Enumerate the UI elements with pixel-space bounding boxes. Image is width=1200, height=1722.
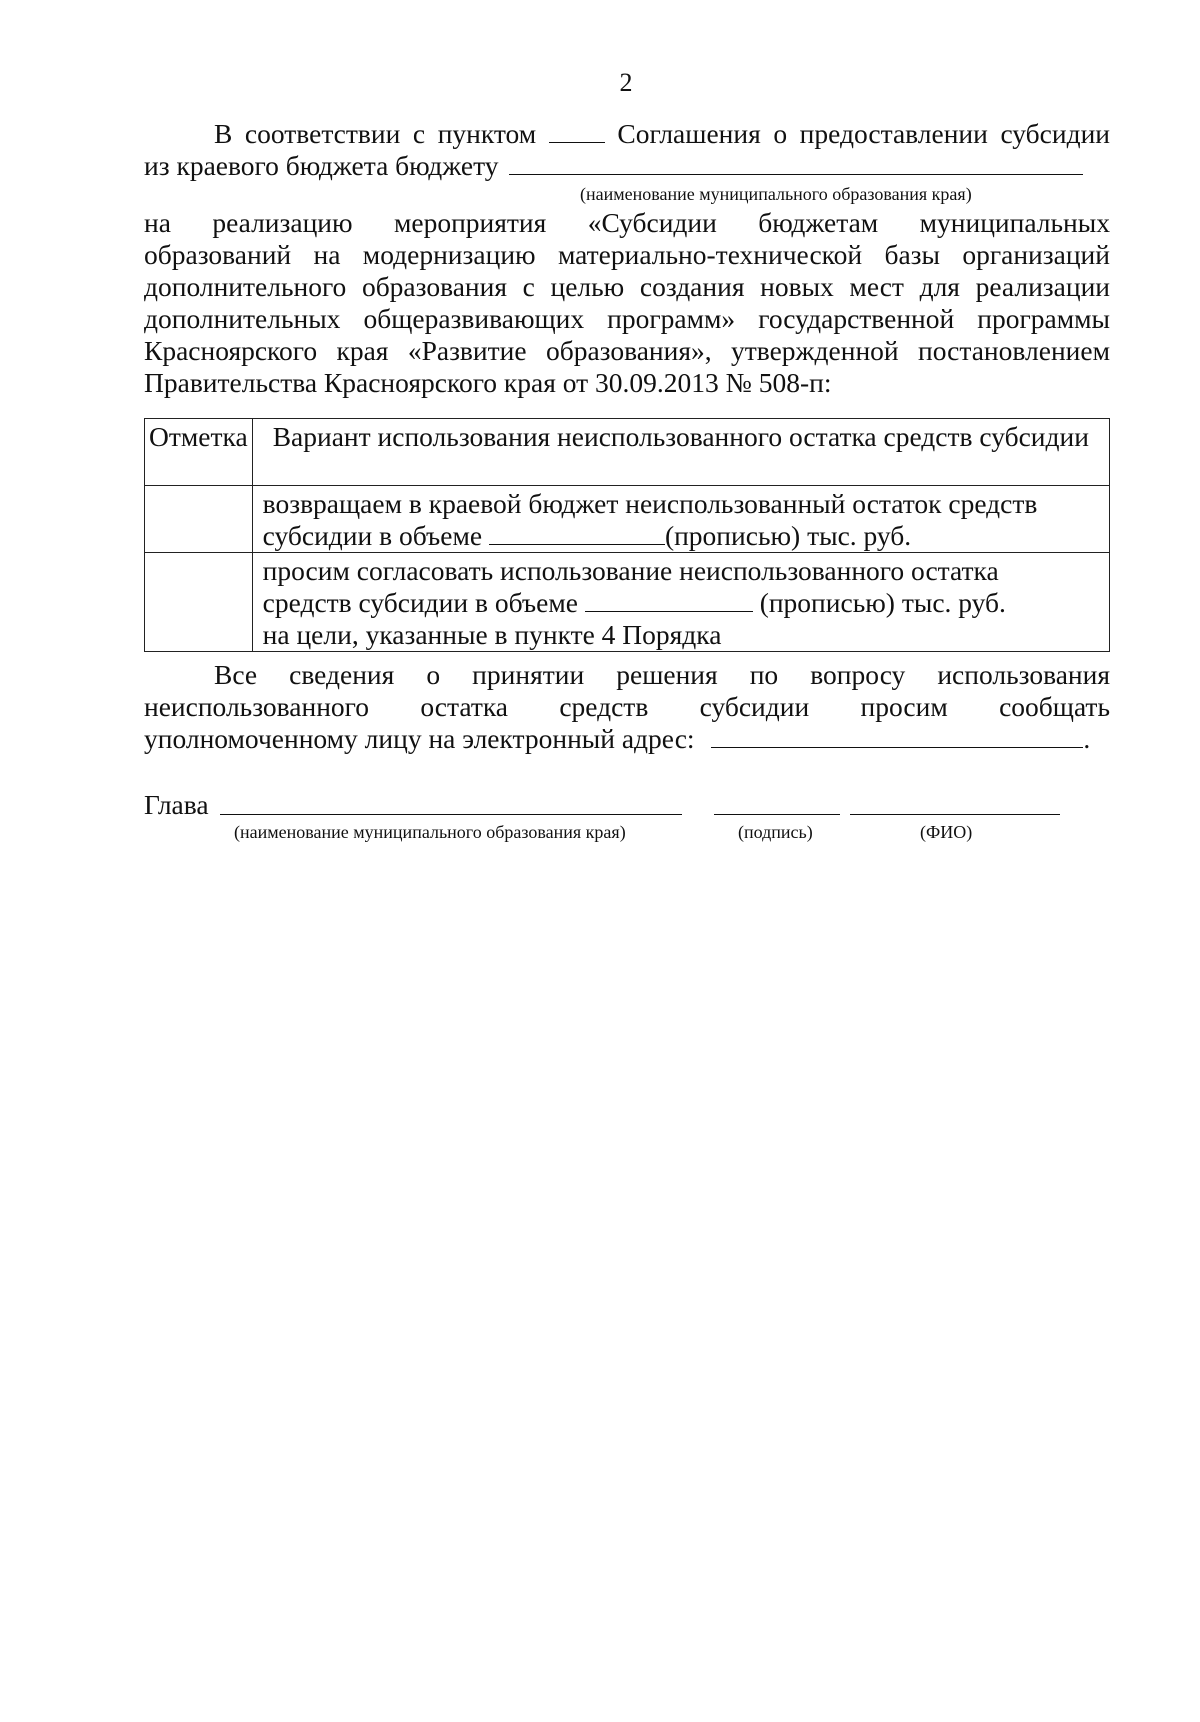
contact-line-3 bbox=[144, 723, 1110, 755]
contact-line-3-end: . bbox=[1083, 723, 1091, 754]
contact-line-1: Все сведения о принятии решения по вопросу использования bbox=[214, 659, 1110, 690]
option-2-prefix: средств субсидии в объеме bbox=[262, 587, 578, 618]
option-1-mark-cell[interactable] bbox=[145, 486, 253, 553]
signature-blank bbox=[714, 788, 840, 815]
option-1-text bbox=[252, 486, 1109, 553]
option-2-line-2 bbox=[263, 587, 1099, 619]
municipality-blank bbox=[509, 150, 1083, 175]
full-name-caption: (ФИО) bbox=[920, 822, 973, 842]
option-2-line-3: на цели, указанные в пункте 4 Порядка bbox=[262, 619, 722, 650]
contact-line-3-text: уполномоченному лицу на электронный адрес: bbox=[144, 723, 695, 754]
body-line-5: Красноярского края «Развитие образования», утвержденной постановлением bbox=[144, 335, 1110, 366]
option-1-prefix: субсидии в объеме bbox=[262, 520, 483, 551]
option-2-text bbox=[252, 553, 1109, 652]
email-blank bbox=[711, 723, 1083, 748]
full-name-blank bbox=[850, 788, 1060, 815]
options-table bbox=[144, 418, 1110, 652]
intro-line-1-start: В соответствии с пунктом bbox=[214, 118, 537, 149]
intro-line-1-end: Соглашения о предоставлении субсидии bbox=[617, 118, 1111, 149]
signature-municipality-blank bbox=[220, 788, 682, 815]
option-2-suffix: (прописью) тыс. руб. bbox=[759, 587, 1006, 618]
option-2-amount-blank bbox=[585, 587, 753, 612]
body-line-3: дополнительного образования с целью создания новых мест для реализации bbox=[144, 271, 1110, 302]
page-number: 2 bbox=[619, 68, 633, 97]
body-line-1: на реализацию мероприятия «Субсидии бюджетам муниципальных bbox=[144, 207, 1110, 238]
header-mark: Отметка bbox=[145, 419, 253, 486]
municipality-caption: (наименование муниципального образования края) bbox=[580, 184, 972, 204]
table-row bbox=[145, 553, 1110, 652]
head-label: Глава bbox=[144, 789, 209, 820]
option-2-mark-cell[interactable] bbox=[145, 553, 253, 652]
table-header-row bbox=[145, 419, 1110, 486]
clause-number-blank bbox=[549, 118, 605, 143]
contact-line-2: неиспользованного остатка средств субсидии просим сообщать bbox=[144, 691, 1110, 722]
option-1-line-2 bbox=[263, 520, 1099, 552]
option-1-suffix: (прописью) тыс. руб. bbox=[664, 520, 912, 551]
option-1-line-1: возвращаем в краевой бюджет неиспользованный остаток средств bbox=[262, 488, 1038, 519]
option-2-line-1: просим согласовать использование неиспользованного остатка bbox=[262, 555, 999, 586]
intro-line-1 bbox=[144, 118, 1110, 150]
intro-line-2 bbox=[144, 150, 1110, 182]
intro-line-2-text: из краевого бюджета бюджету bbox=[144, 150, 499, 181]
body-line-2: образований на модернизацию материально-технической базы организаций bbox=[144, 239, 1110, 270]
body-line-4: дополнительных общеразвивающих программ» государственной программы bbox=[144, 303, 1110, 334]
body-line-6: Правительства Красноярского края от 30.09.2013 № 508-п: bbox=[144, 367, 832, 398]
signature-caption: (подпись) bbox=[738, 822, 813, 842]
table-row bbox=[145, 486, 1110, 553]
option-1-amount-blank bbox=[489, 520, 665, 545]
signature-municipality-caption: (наименование муниципального образования края) bbox=[234, 822, 626, 842]
header-variant: Вариант использования неиспользованного остатка средств субсидии bbox=[252, 419, 1109, 486]
